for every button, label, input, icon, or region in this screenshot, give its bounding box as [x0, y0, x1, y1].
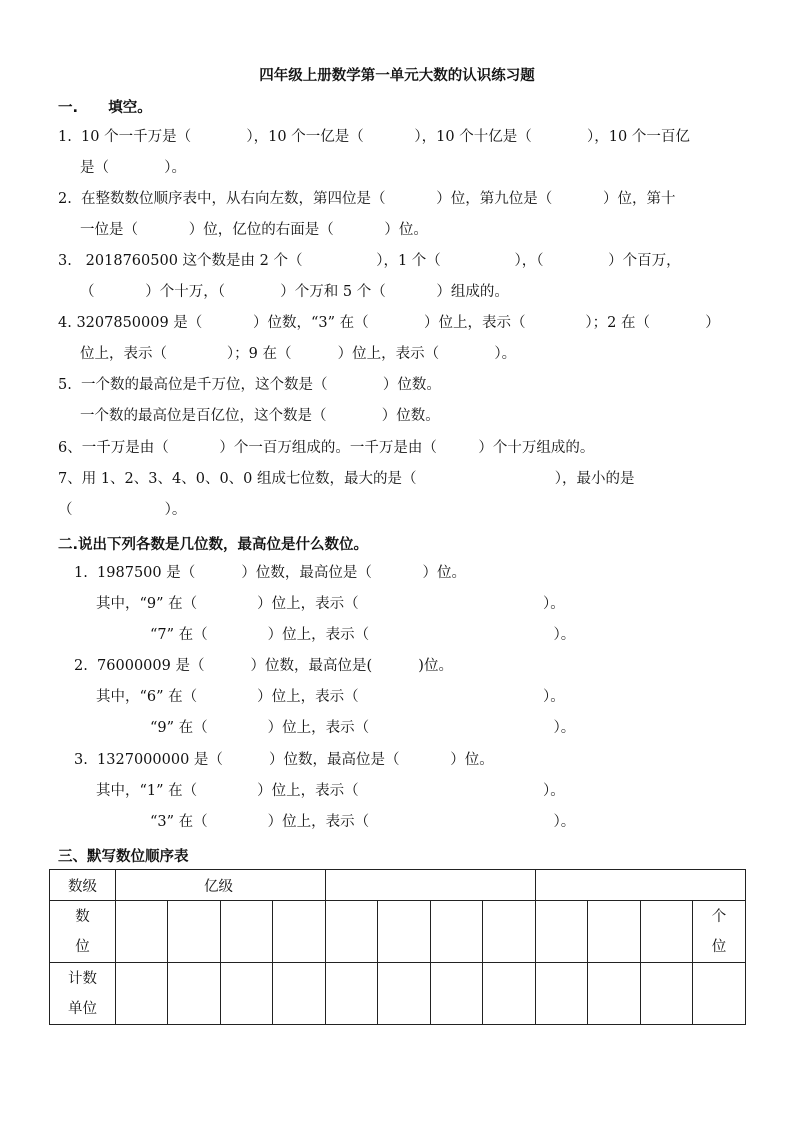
digit-cell[interactable]	[588, 901, 641, 963]
q2-line-a: 2. 在整数数位顺序表中，从右向左数，第四位是（ ）位，第九位是（ ）位，第十	[58, 191, 676, 207]
n1-line-c: “7” 在（ ）位上，表示（ ）。	[150, 627, 576, 643]
q5-line-b: 一个数的最高位是百亿位，这个数是（ ）位数。	[80, 408, 440, 424]
ones-place-cell	[693, 901, 746, 963]
q4-line-a: 4. 3207850009 是（ ）位数，“3” 在（ ）位上，表示（ ）；2 在（ ）	[58, 315, 720, 331]
digit-cell[interactable]	[168, 901, 221, 963]
n1-line-a: 1. 1987500 是（ ）位数，最高位是（ ）位。	[74, 565, 467, 581]
unit-cell[interactable]	[483, 963, 536, 1025]
n1-line-b: 其中，“9” 在（ ）位上，表示（ ）。	[96, 596, 565, 612]
digit-cell[interactable]	[536, 901, 588, 963]
section-heading-3: 三、默写数位顺序表	[58, 849, 189, 865]
digit-cell[interactable]	[116, 901, 168, 963]
yi-level-cell: 亿级	[116, 870, 326, 901]
q1-line-a: 1. 10 个一千万是（ ），10 个一亿是（ ），10 个十亿是（ ），10 个一百亿	[58, 129, 690, 145]
page-title: 四年级上册数学第一单元大数的认识练习题	[259, 68, 535, 84]
digit-cell[interactable]	[326, 901, 378, 963]
q4-line-b: 位上，表示（ ）；9 在（ ）位上，表示（ ）。	[80, 346, 517, 362]
unit-cell[interactable]	[273, 963, 326, 1025]
unit-cell[interactable]	[693, 963, 746, 1025]
unit-label-b: 单位	[68, 1000, 97, 1017]
n2-line-b: 其中，“6” 在（ ）位上，表示（ ）。	[96, 689, 565, 705]
q7-line-b: （ ）。	[58, 502, 187, 518]
q1-line-b: 是（ ）。	[80, 160, 187, 176]
unit-cell[interactable]	[168, 963, 221, 1025]
n3-line-a: 3. 1327000000 是（ ）位数，最高位是（ ）位。	[74, 752, 494, 768]
digit-cell[interactable]	[431, 901, 483, 963]
digit-cell[interactable]	[483, 901, 536, 963]
unit-cell[interactable]	[326, 963, 378, 1025]
n2-line-a: 2. 76000009 是（ ）位数，最高位是( )位。	[74, 658, 453, 674]
digit-label-a: 数	[75, 908, 90, 925]
q3-line-b: （ ）个十万，（ ）个万和 5 个（ ）组成的。	[80, 284, 509, 300]
level-header-cell: 数级	[50, 870, 116, 901]
unit-header-cell	[50, 963, 116, 1025]
unit-cell[interactable]	[588, 963, 641, 1025]
unit-cell[interactable]	[641, 963, 693, 1025]
q7-line-a: 7、用 1、2、3、4、0、0、0 组成七位数，最大的是（ ），最小的是	[58, 471, 635, 487]
unit-cell[interactable]	[431, 963, 483, 1025]
unit-cell[interactable]	[116, 963, 168, 1025]
unit-cell[interactable]	[536, 963, 588, 1025]
digit-label-b: 位	[75, 938, 90, 955]
ge-label-b: 位	[711, 938, 727, 955]
unit-label-a: 计数	[68, 970, 97, 987]
digit-header-cell	[50, 901, 116, 963]
digit-cell[interactable]	[641, 901, 693, 963]
digit-cell[interactable]	[273, 901, 326, 963]
place-value-table	[49, 869, 746, 1025]
wan-level-cell[interactable]	[326, 870, 536, 901]
ge-label-a: 个	[711, 908, 727, 925]
q2-line-b: 一位是（ ）位，亿位的右面是（ ）位。	[80, 222, 428, 238]
ge-level-cell[interactable]	[536, 870, 746, 901]
n2-line-c: “9” 在（ ）位上，表示（ ）。	[150, 720, 576, 736]
q5-line-a: 5. 一个数的最高位是千万位，这个数是（ ）位数。	[58, 377, 441, 393]
digit-cell[interactable]	[378, 901, 431, 963]
unit-cell[interactable]	[378, 963, 431, 1025]
unit-cell[interactable]	[221, 963, 273, 1025]
n3-line-b: 其中，“1” 在（ ）位上，表示（ ）。	[96, 783, 565, 799]
digit-cell[interactable]	[221, 901, 273, 963]
q6-line: 6、一千万是由（ ）个一百万组成的。一千万是由（ ）个十万组成的。	[58, 440, 595, 456]
section-heading-1: 一. 填空。	[58, 100, 152, 116]
q3-line-a: 3. 2018760500 这个数是由 2 个（ ），1 个（ ），（ ）个百万，	[58, 253, 681, 269]
section-heading-2: 二.说出下列各数是几位数，最高位是什么数位。	[58, 537, 369, 553]
n3-line-c: “3” 在（ ）位上，表示（ ）。	[150, 814, 576, 830]
